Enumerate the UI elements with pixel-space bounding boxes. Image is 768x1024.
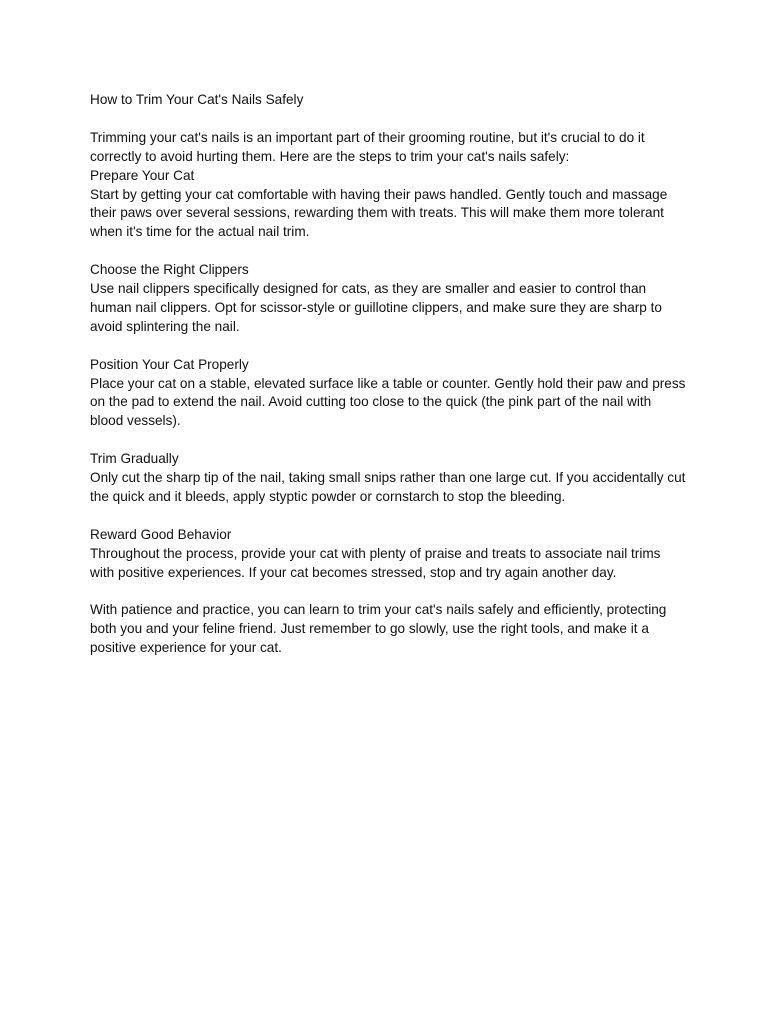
document-title: How to Trim Your Cat's Nails Safely <box>90 92 304 107</box>
section-body-prepare: Start by getting your cat comfortable with having their paws handled. Gently touch and massage their paws over several sessions, rewarding them with treats. This will make them more tolerant when it's time for the actual nail trim. <box>90 186 668 240</box>
section-heading-clippers: Choose the Right Clippers <box>90 262 249 278</box>
spacer <box>90 242 686 261</box>
section-body-position: Place your cat on a stable, elevated surface like a table or counter. Gently hold their paw and press on the pad to extend the nail. Avoid cutting too close to the quick (the pink part of the nail with blood vessels). <box>90 375 686 429</box>
spacer <box>90 337 686 356</box>
spacer <box>90 431 686 450</box>
section-heading-reward: Reward Good Behavior <box>90 526 232 542</box>
section-heading-prepare: Prepare Your Cat <box>90 167 195 183</box>
section-body-trim: Only cut the sharp tip of the nail, taking small snips rather than one large cut. If you accidentally cut the quick and it bleeds, apply styptic powder or cornstarch to stop the bleeding. <box>90 470 686 504</box>
document-body <box>90 91 686 658</box>
spacer <box>90 110 686 129</box>
section-heading-position: Position Your Cat Properly <box>90 356 249 372</box>
section-body-reward: Throughout the process, provide your cat with plenty of praise and treats to associate nail trims with positive experiences. If your cat becomes stressed, stop and try again another day. <box>90 545 661 580</box>
spacer <box>90 507 686 526</box>
intro-paragraph: Trimming your cat's nails is an important part of their grooming routine, but it's crucial to do it correctly to avoid hurting them. Here are the steps to trim your cat's nails safely: <box>90 129 645 164</box>
section-body-clippers: Use nail clippers specifically designed for cats, as they are smaller and easier to control than human nail clippers. Opt for scissor-style or guillotine clippers, and make sure they are sharp to avoid splintering the nail. <box>90 281 662 334</box>
section-heading-trim: Trim Gradually <box>90 451 179 467</box>
conclusion-paragraph: With patience and practice, you can learn to trim your cat's nails safely and efficiently, protecting both you and your feline friend. Just remember to go slowly, use the right tools, and make it a positive experience for your cat. <box>90 602 667 656</box>
spacer <box>90 582 686 601</box>
